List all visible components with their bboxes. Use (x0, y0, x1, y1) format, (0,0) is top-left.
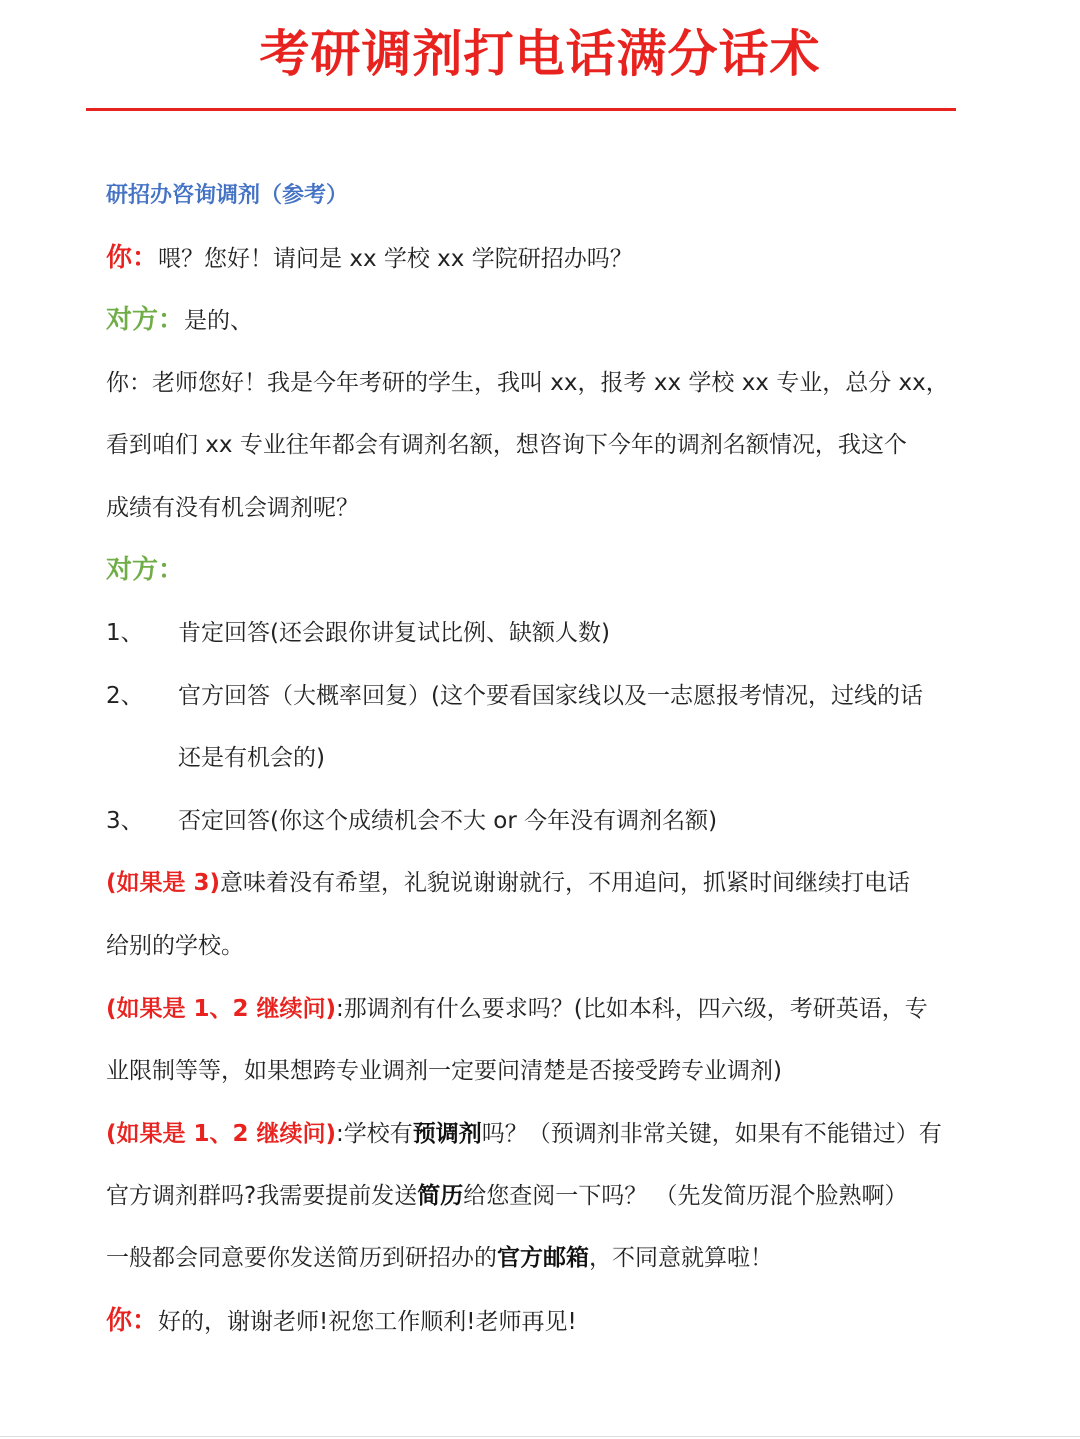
case-text: 吗？（预调剂非常关键，如果有不能错过）有 (481, 1121, 942, 1147)
dialog-line-other-reply (106, 302, 956, 339)
case-text: 给您查阅一下吗？ （先发简历混个脸熟啊） (463, 1183, 908, 1209)
condition-label: (如果是 3) (106, 870, 221, 896)
answer-text-1: 肯定回答(还会跟你讲复试比例、缺额人数) (178, 620, 610, 646)
case-12-preadjust-line-2 (106, 1178, 956, 1214)
page-bottom-divider (0, 1436, 1080, 1437)
dialog-text: 好的，谢谢老师!祝您工作顺利!老师再见! (158, 1309, 577, 1335)
speaker-other: 对方： (106, 555, 185, 585)
case-12-preadjust-line-3 (106, 1240, 956, 1276)
dialog-line-you-intro-2: 看到咱们 xx 专业往年都会有调剂名额，想咨询下今年的调剂名额情况，我这个 (106, 432, 907, 458)
case-12-preadjust-line (106, 1116, 956, 1152)
emphasis-text: 预调剂 (412, 1121, 482, 1147)
answer-text-3: 否定回答(你这个成绩机会不大 or 今年没有调剂名额) (178, 808, 718, 834)
case-12-requirements-cont: 业限制等等，如果想跨专业调剂一定要问清楚是否接受跨专业调剂) (106, 1058, 782, 1084)
answer-text-2-cont: 还是有机会的) (178, 745, 325, 771)
dialog-line-you-intro-3: 成绩有没有机会调剂呢？ (106, 495, 359, 521)
answer-number-3: 3、 (106, 808, 144, 834)
case-3-line (106, 865, 956, 901)
case-3-line-cont: 给别的学校。 (106, 933, 244, 959)
dialog-line-other-answer (106, 552, 956, 589)
case-text: :学校有 (336, 1121, 413, 1147)
dialog-line-you-closing (106, 1303, 956, 1340)
answer-number-2: 2、 (106, 683, 144, 709)
speaker-you: 你： (106, 243, 159, 273)
condition-label: (如果是 1、2 继续问) (106, 1121, 337, 1147)
answer-number-1: 1、 (106, 620, 144, 646)
speaker-you: 你： (106, 1306, 159, 1336)
title-divider (86, 108, 956, 111)
case-text: :那调剂有什么要求吗？(比如本科，四六级，考研英语，专 (336, 996, 928, 1022)
dialog-text: 是的、 (184, 308, 254, 334)
case-text: ，不同意就算啦！ (589, 1245, 773, 1271)
case-text: 官方调剂群吗?我需要提前发送 (106, 1183, 418, 1209)
case-text: 意味着没有希望，礼貌说谢谢就行，不用追问，抓紧时间继续打电话 (220, 870, 911, 896)
emphasis-text: 官方邮箱 (497, 1245, 589, 1271)
case-text: 一般都会同意要你发送简历到研招办的 (106, 1245, 497, 1271)
emphasis-text: 简历 (417, 1183, 464, 1209)
speaker-other: 对方： (106, 305, 185, 335)
answer-text-2: 官方回答（大概率回复）(这个要看国家线以及一志愿报考情况，过线的话 (178, 683, 923, 709)
document-title: 考研调剂打电话满分话术 (259, 25, 821, 83)
dialog-line-you-greeting (106, 240, 956, 277)
section-heading: 研招办咨询调剂（参考） (106, 183, 349, 208)
case-12-requirements-line (106, 991, 956, 1027)
dialog-line-you-intro-1: 你：老师您好！我是今年考研的学生，我叫 xx，报考 xx 学校 xx 专业，总分 xx， (106, 370, 949, 396)
dialog-text: 喂？您好！请问是 xx 学校 xx 学院研招办吗？ (158, 246, 633, 272)
condition-label: (如果是 1、2 继续问) (106, 996, 337, 1022)
